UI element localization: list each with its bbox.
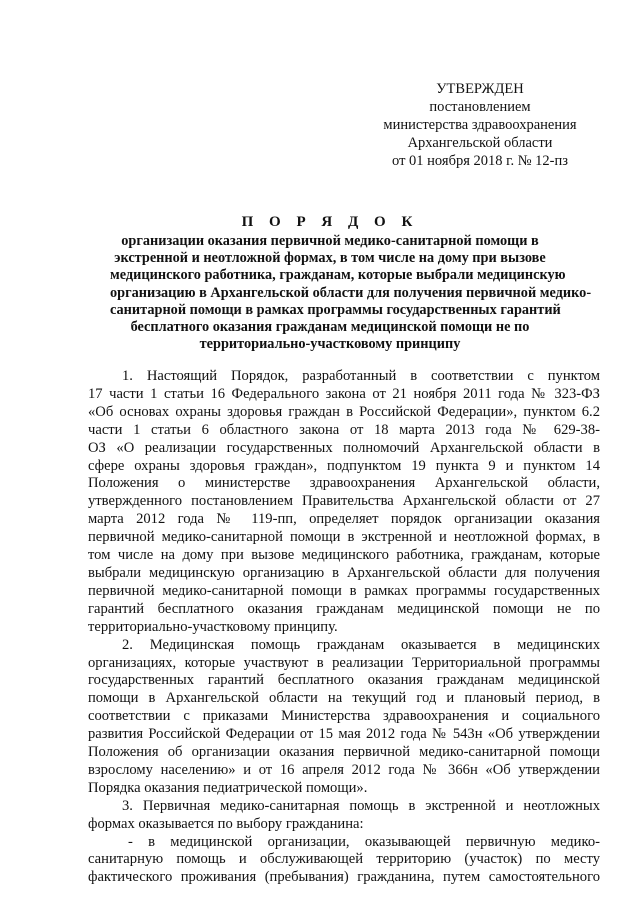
subtitle-line: экстренной и неотложной формах, в том числе на дому при вызове: [114, 250, 546, 267]
paragraph-1-line: части 1 статьи 6 областного закона от 18 марта 2013 года № 629-38-: [88, 421, 600, 438]
paragraph-1-line: утвержденного постановлением Правительства Архангельской области от 27: [88, 493, 600, 510]
document-title-block: [110, 213, 592, 353]
list-item-line: - в медицинской организации, оказывающей первичную медико-: [128, 833, 600, 850]
subtitle-line: бесплатного оказания гражданам медицинской помощи не по: [130, 319, 530, 336]
approval-stamp: [360, 80, 600, 170]
paragraph-1-line: выбрали медицинскую организацию в Архангельской области для получения: [88, 564, 600, 581]
list-item-line: санитарную помощь и обслуживающей территорию (участок) по месту: [88, 851, 600, 868]
list-item-line: фактического проживания (пребывания) гражданина, путем самостоятельного: [88, 869, 600, 886]
approval-line: УТВЕРЖДЕН: [436, 81, 524, 97]
paragraph-1-line: первичной медико-санитарной помощи в экстренной и неотложной формах, в: [88, 529, 600, 546]
paragraph-1-line: 1. Настоящий Порядок, разработанный в соответствии с пунктом: [122, 368, 600, 384]
paragraph-2-line: 2. Медицинская помощь гражданам оказывается в медицинских: [122, 636, 600, 653]
paragraph-1-line: «Об основах охраны здоровья граждан в Российской Федерации», пунктом 6.2: [88, 403, 600, 420]
subtitle-line: организации оказания первичной медико-санитарной помощи в: [121, 233, 539, 249]
paragraph-2-line: помощи в Архангельской области на текущий год и плановый период, в: [88, 690, 600, 707]
subtitle-line: санитарной помощи в рамках программы государственных гарантий: [110, 301, 561, 318]
paragraph-2-line: организациях, которые участвуют в реализации Территориальной программы: [88, 654, 600, 671]
paragraph-1-line: территориально-участковому принципу.: [88, 618, 338, 635]
approval-line: Архангельской области: [407, 135, 553, 151]
paragraph-2-line: Порядка оказания педиатрической помощи».: [88, 779, 368, 796]
paragraph-1-line: Положения о министерстве здравоохранения Архангельской области,: [88, 475, 600, 492]
approval-line: постановлением: [429, 99, 531, 115]
paragraph-1-line: 17 части 1 статьи 16 Федерального закона от 21 ноября 2011 года № 323-ФЗ: [88, 385, 600, 402]
subtitle-line: медицинского работника, гражданам, которые выбрали медицинскую: [110, 267, 566, 284]
paragraph-3-line: 3. Первичная медико-санитарная помощь в экстренной и неотложных: [122, 797, 600, 814]
paragraph-1-line: гарантий бесплатного оказания гражданам медицинской помощи не по: [88, 600, 600, 617]
paragraph-2-line: развития Российской Федерации от 15 мая 2012 года № 543н «Об утверждении: [88, 726, 600, 743]
paragraph-1-line: ОЗ «О реализации государственных полномочий Архангельской области в: [88, 439, 600, 456]
subtitle-line: территориально-участковому принципу: [199, 336, 461, 353]
approval-line: министерства здравоохранения: [383, 117, 577, 133]
paragraph-1-line: том числе на дому при вызове медицинского работника, гражданам, которые: [88, 547, 600, 564]
paragraph-1-line: первичной медико-санитарной помощи в рамках программы государственных: [88, 582, 600, 599]
document-title: П О Р Я Д О К: [241, 214, 419, 230]
paragraph-2-line: Положения об организации оказания первичной медико-санитарной помощи: [88, 744, 600, 761]
document-subtitle: [110, 233, 592, 353]
paragraph-2-line: соответствии с приказами Министерства здравоохранения и социального: [88, 708, 600, 725]
document-body: [88, 368, 600, 887]
paragraph-1-line: сфере охраны здоровья граждан», подпунктом 19 пункта 9 и пунктом 14: [88, 457, 600, 474]
paragraph-1-line: марта 2012 года № 119-пп, определяет порядок организации оказания: [88, 511, 600, 528]
paragraph-3-line: формах оказывается по выбору гражданина:: [88, 815, 364, 832]
paragraph-2-line: взрослому населению» и от 16 апреля 2012 года № 366н «Об утверждении: [88, 761, 600, 778]
subtitle-line: организацию в Архангельской области для получения первичной медико-: [110, 284, 592, 301]
paragraph-2-line: государственных гарантий бесплатного оказания гражданам медицинской: [88, 672, 600, 689]
approval-line: от 01 ноября 2018 г. № 12-пз: [392, 153, 568, 169]
